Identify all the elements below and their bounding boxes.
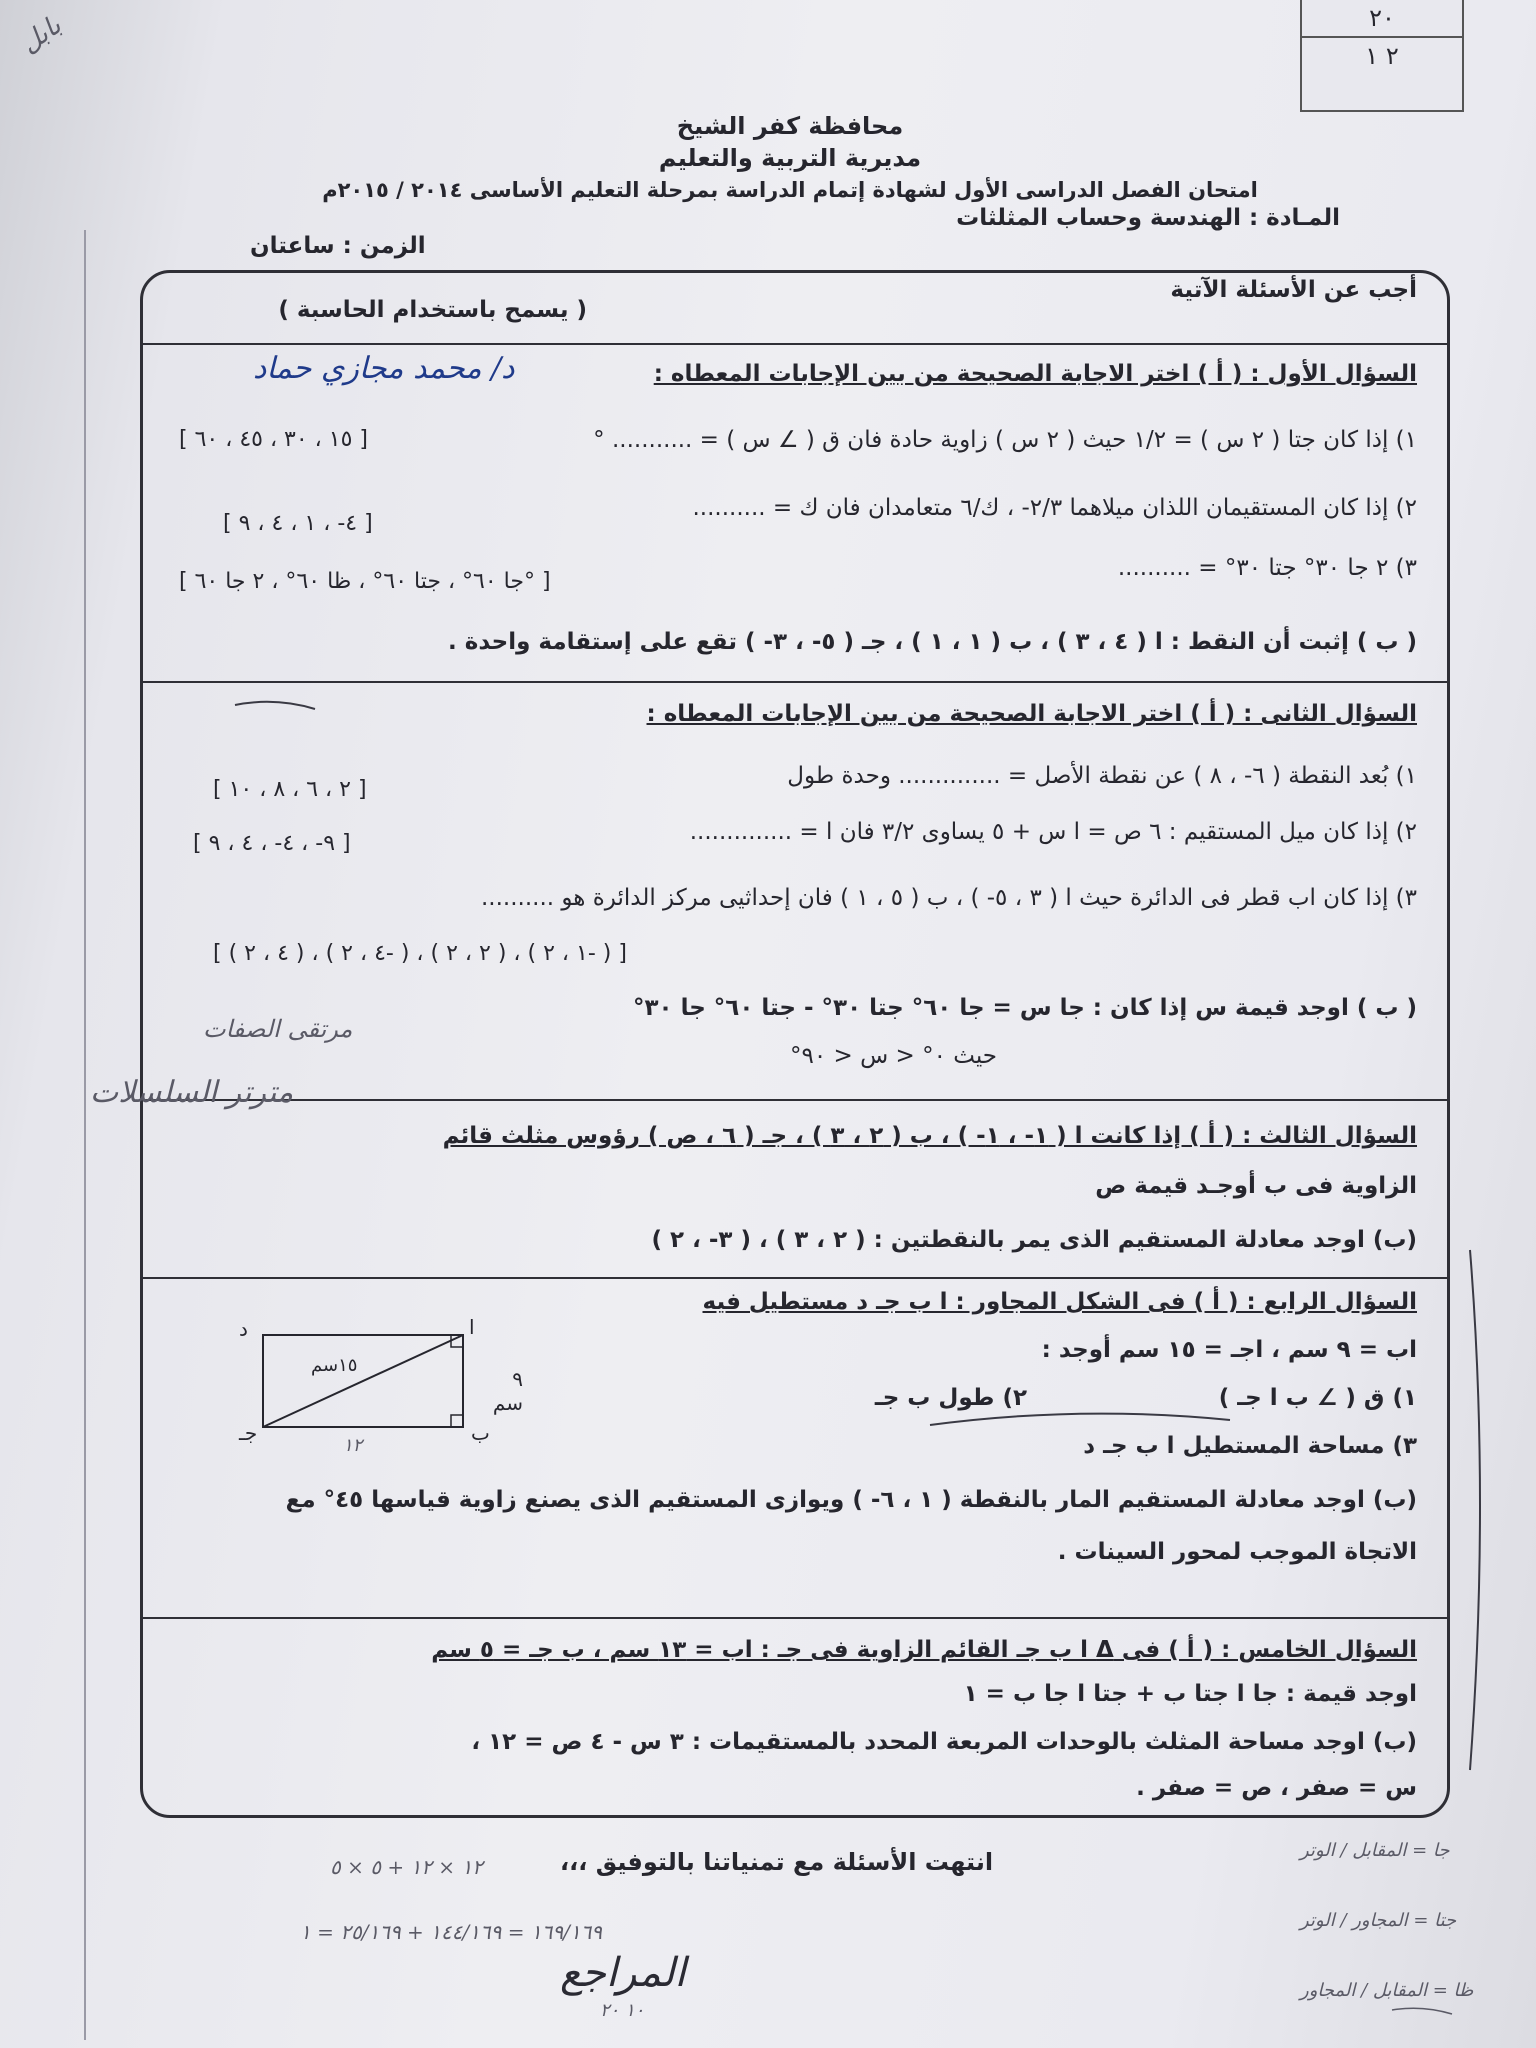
vertex-label-c: جـ [239,1421,258,1445]
pencil-mark-corner [1392,2008,1452,2014]
vertex-label-d: د [239,1317,248,1341]
q4-req-2: ٢) طول ب جـ [874,1385,1027,1411]
q2-item-1-options: [ ٢ ، ٦ ، ٨ ، ١٠ ] [213,777,367,802]
answer-all: أجب عن الأسئلة الآتية [1170,277,1417,303]
directorate: مديرية التربية والتعليم [658,144,922,172]
q2-item-2: ٢) إذا كان ميل المستقيم : ٦ ص = ا س + ٥ يساوى ٣/٢ فان ا = .............. [689,819,1417,845]
q2-pencil-note: مرتقى الصفات [203,1015,353,1043]
vertex-label-b: ب [471,1421,490,1445]
pencil-bc-length: ١٢ [343,1435,363,1456]
q1-item-2-options: [ ٤- ، ١ ، ٤ ، ٩ ] [223,511,373,536]
pencil-calc-1: ١٢ × ١٢ + ٥ × ٥ [330,1855,483,1879]
q3-part-b: (ب) اوجد معادلة المستقيم الذى يمر بالنقطتين : ( ٢ ، ٣ ) ، ( ٣- ، ٢ ) [651,1227,1417,1253]
teacher-name: د/ محمد مجازي حماد [253,351,515,386]
q1-part-b: ( ب ) إثبت أن النقط : ا ( ٤ ، ٣ ) ، ب ( ١ ، ١ ) ، جـ ( ٥- ، ٣- ) تقع على إستقامة واحدة . [448,629,1417,655]
grade-box-bottom: ٢ ١ [1365,42,1399,70]
q4-part-b-line-1: (ب) اوجد معادلة المستقيم المار بالنقطة ( ١ ، ٦- ) ويوازى المستقيم الذى يصنع زاوية قياسها ٤٥° مع [285,1487,1417,1513]
q5-part-b-line-1: (ب) اوجد مساحة المثلث بالوحدات المربعة المحدد بالمستقيمات : ٣ س - ٤ ص = ١٢ ، [471,1729,1417,1755]
exam-title: امتحان الفصل الدراسى الأول لشهادة إتمام الدراسة بمرحلة التعليم الأساسى ٢٠١٤ / ٢٠١٥م [322,178,1258,202]
signature-num: ١٠ ٢٠ [600,2000,645,2021]
q1-item-1: ١) إذا كان جتا ( ٢ س ) = ١/٢ حيث ( ٢ س ) زاوية حادة فان ق ( ∠ س ) = ........... ° [593,427,1417,453]
q1-item-2: ٢) إذا كان المستقيمان اللذان ميلاهما ٢/٣- ، ك/٦ متعامدان فان ك = .......... [692,495,1417,521]
governorate: محافظة كفر الشيخ [676,112,904,140]
pen-mark-q4 [930,1414,1230,1425]
q5-part-b-line-2: س = صفر ، ص = صفر . [1136,1775,1417,1801]
diagonal-label: ١٥سم [311,1355,358,1376]
side-ab-label: ٩ سم [492,1367,523,1415]
q2-item-3: ٣) إذا كان اب قطر فى الدائرة حيث ا ( ٣ ، ٥- ) ، ب ( ٥ ، ١ ) فان إحداثيى مركز الدائرة هو .......... [480,885,1417,911]
q3-title-text: السؤال الثالث : ( أ ) إذا كانت ا ( ١- ، ١- ) ، ب ( ٢ ، ٣ ) ، جـ ( ٦ ، ص ) رؤوس مثلث قائم [442,1123,1417,1149]
margin-cos-def: جتا = المجاور / الوتر [1300,1910,1457,1931]
q4-req-3: ٣) مساحة المستطيل ا ب جـ د [1083,1433,1417,1459]
margin-tan-def: ظا = المقابل / المجاور [1300,1980,1474,2001]
pen-mark-q1 [235,702,315,709]
q1-title: السؤال الأول : ( أ ) اختر الاجابة الصحيحة من بين الإجابات المعطاه : [653,361,1417,387]
q1-item-3-options: [ جا ٦٠° ، جتا ٦٠° ، ظا ٦٠° ، ٢ جا ٦٠° ] [179,569,551,594]
subject: المـادة : الهندسة وحساب المثلثات [956,205,1340,231]
signature: المراجع [560,1950,686,1996]
q2-part-b-line-1: ( ب ) اوجد قيمة س إذا كان : جا س = جا ٦٠° جتا ٣٠° - جتا ٦٠° جا ٣٠° [632,995,1417,1021]
q2-item-2-options: [ ٩- ، ٤- ، ٤ ، ٩ ] [193,831,351,856]
q1-item-1-options: [ ١٥ ، ٣٠ ، ٤٥ ، ٦٠ ] [179,427,368,452]
grade-box-top: ٢٠ [1302,0,1462,38]
q5-line-2: اوجد قيمة : جا ا جتا ب + جتا ا جا ب = ١ [963,1681,1417,1707]
q5-title-text: السؤال الخامس : ( أ ) فى Δ ا ب جـ القائم الزاوية فى جـ : اب = ١٣ سم ، ب جـ = ٥ سم [431,1637,1417,1663]
q3-line-2: الزاوية فى ب أوجـد قيمة ص [1095,1173,1417,1199]
q4-part-b-line-2: الاتجاة الموجب لمحور السينات . [1057,1539,1417,1565]
q4-title-text: السؤال الرابع : ( أ ) فى الشكل المجاور : ا ب جـ د مستطيل فيه [702,1289,1417,1315]
calculator-note: ( يسمح باستخدام الحاسبة ) [278,297,587,323]
q1-item-3: ٣) ٢ جا ٣٠° جتا ٣٠° = .......... [1117,555,1417,581]
q2-item-1: ١) بُعد النقطة ( ٦- ، ٨ ) عن نقطة الأصل = .............. وحدة طول [787,763,1417,789]
pen-mark-right-margin [1470,1250,1480,1770]
top-left-note: بابل [15,10,67,60]
pencil-calc-2: ١٦٩/١٦٩ = ١٤٤/١٦٩ + ٢٥/١٦٩ = ١ [300,1920,603,1944]
q4-given: اب = ٩ سم ، اجـ = ١٥ سم أوجد : [1041,1337,1417,1363]
q2-title: السؤال الثانى : ( أ ) اختر الاجابة الصحيحة من بين الإجابات المعطاه : [646,701,1417,727]
q2-part-b-line-2: حيث ٠° < س < ٩٠° [789,1043,997,1069]
q2-item-3-options: [ ( ٤ ، ٢ ) ، ( ٤ ، ٢- ) ، ( ٢ ، ٢ ) ، ( ١ ، ٢- ) ] [213,941,627,966]
margin-sin-def: جا = المقابل / الوتر [1300,1840,1450,1861]
side-pencil-note: مترتر السلسلات [90,1075,294,1110]
closing-line: انتهت الأسئلة مع تمنياتنا بالتوفيق ،،، [560,1848,994,1876]
q4-req-1: ١) ق ( ∠ ب ا جـ ) [1218,1385,1417,1411]
vertex-label-a: ا [469,1315,475,1339]
exam-time: الزمن : ساعتان [250,233,426,259]
